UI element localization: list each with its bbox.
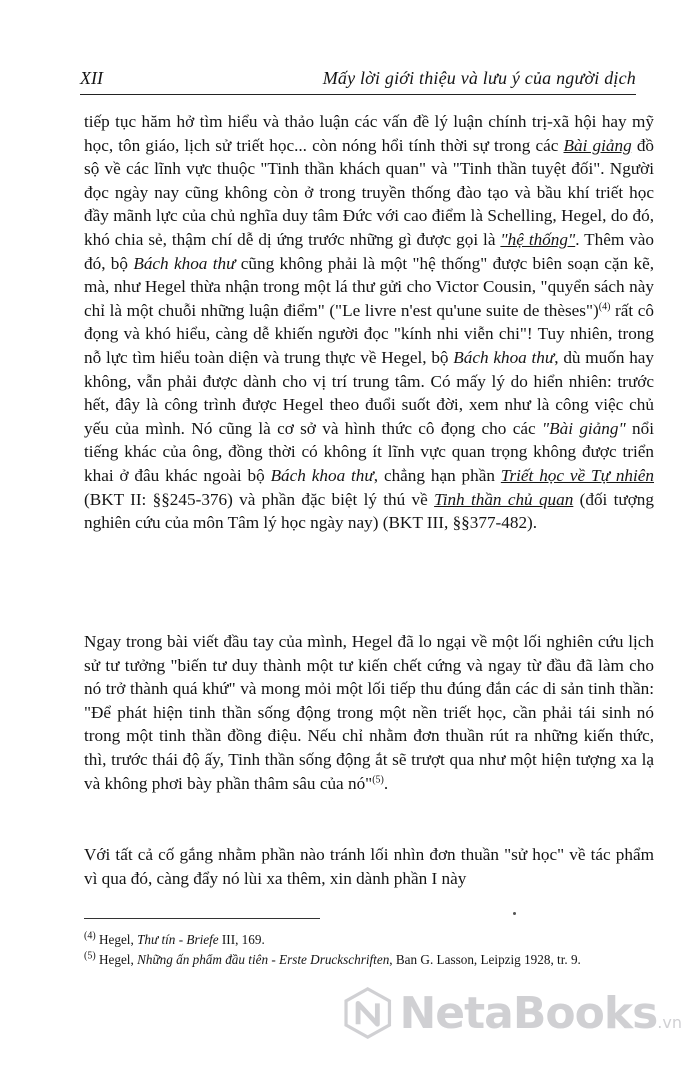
- italic-text: Những ấn phẩm đầu tiên - Erste Druckschriften: [137, 952, 390, 967]
- text-run: .: [383, 773, 389, 793]
- footnotes: [84, 930, 654, 970]
- italic-text: Thư tín - Briefe: [137, 932, 219, 947]
- text-run: . Thêm vào đó, bộ: [84, 229, 654, 273]
- netabooks-n-logo-icon: [342, 981, 393, 1045]
- italic-text: Bách khoa thư: [133, 253, 236, 273]
- page-number: XII: [80, 68, 103, 88]
- paragraph-text: [84, 630, 654, 795]
- footnote-marker: (5): [372, 773, 384, 785]
- text-run: cũng không phải là một "hệ thống" được biên soạn cặn kẽ, mà, như Hegel thừa nhận trong một lá thư gửi cho Victor Cousin, "quyển sách này chỉ là một chuỗi những luận điểm" ("Le livre n'est qu'une suite de thèses"): [84, 253, 654, 320]
- footnote-5: [84, 950, 654, 970]
- text-run: , dù muốn hay không, vẫn phải được dành cho vị trí trung tâm. Có mấy lý do hiển nhiên: trước hết, đây là công trình được Hegel theo đuổi suốt đời, xem như là công việc chủ yếu của mình. Nó cũng là cơ sở và hình thức cô đọng cho các: [84, 347, 655, 438]
- body-paragraph-2: [84, 630, 654, 795]
- text-run: Hegel,: [95, 932, 138, 947]
- footnote-4: [84, 930, 654, 950]
- body-paragraph-3: [84, 843, 654, 890]
- watermark: [342, 978, 682, 1048]
- paragraph-text: [84, 843, 654, 890]
- footnote-marker: (4): [598, 301, 611, 313]
- text-run: (đối tượng nghiên cứu của môn Tâm lý học ngày nay) (BKT III, §§377-482).: [84, 489, 654, 533]
- underlined-italic-text: Triết học về Tự nhiên: [500, 465, 655, 485]
- text-run: (BKT II: §§245-376) và phần đặc biệt lý thú về: [84, 489, 435, 509]
- text-run: Với tất cả cố gắng nhằm phần nào tránh lối nhìn đơn thuần "sử học" về tác phẩm vì qua đó, càng đẩy nó lùi xa thêm, xin dành phần I này: [84, 845, 654, 888]
- print-speck: [513, 912, 516, 915]
- italic-text: "Bài giảng": [541, 418, 626, 438]
- underlined-italic-text: "hệ thống": [500, 229, 576, 249]
- footnote-marker: (5): [84, 950, 96, 962]
- text-run: rất cô đọng và khó hiểu, càng dễ khiến người đọc "kính nhi viễn chi"! Tuy nhiên, trong nỗ lực tìm hiểu toàn diện và trung thực về Hegel, bộ: [84, 300, 654, 367]
- underlined-italic-text: Tinh thần chủ quan: [434, 489, 574, 509]
- text-run: đồ sộ về các lĩnh vực thuộc "Tinh thần khách quan" và "Tinh thần tuyệt đối". Người đọc ngày nay cũng không còn ở trong truyền thống đào tạo và bầu khí triết học đầy mãnh lực của chủ nghĩa duy tâm Đức với cao điểm là Schelling, Hegel, do đó, khó chia sẻ, thậm chí dễ dị ứng trước những gì được gọi là: [84, 135, 655, 249]
- text-run: Hegel,: [95, 952, 138, 967]
- italic-text: Bách khoa thư: [270, 465, 374, 485]
- text-run: nổi tiếng khác của ông, đồng thời có không ít lĩnh vực quan trọng không được triển khai ở đâu khác ngoài bộ: [84, 418, 654, 485]
- running-header: [80, 60, 636, 95]
- watermark-brand: NetaBooks.vn: [399, 987, 682, 1039]
- underlined-italic-text: Bài giảng: [563, 135, 632, 155]
- italic-text: Bách khoa thư: [453, 347, 555, 367]
- text-run: , chẳng hạn phần: [373, 465, 501, 485]
- text-run: , Ban G. Lasson, Leipzig 1928, tr. 9.: [389, 952, 581, 967]
- body-paragraph-1: [84, 110, 654, 535]
- running-title: Mấy lời giới thiệu và lưu ý của người dịch: [322, 68, 636, 88]
- paragraph-text: [84, 110, 654, 535]
- footnote-marker: (4): [84, 930, 96, 942]
- footnote-divider: [84, 918, 320, 919]
- text-run: Ngay trong bài viết đầu tay của mình, Hegel đã lo ngại về một lối nghiên cứu lịch sử tư tưởng "biến tư duy thành một tư kiến chết cứng và ngay từ đầu đã làm cho nó trở thành quá khứ" và mong mỏi một lối tiếp thu đúng đắn các di sản tinh thần: "Để phát hiện tinh thần sống động trong một nền triết học, cần phải tái sinh nó trong một tinh thần đồng điệu. Nếu chỉ nhằm đơn thuần rút ra những kiến thức, thì, trước thái độ ấy, Tinh thần sống động ắt sẽ trượt qua như một hiện tượng xa lạ và không phơi bày phần thâm sâu của nó": [84, 632, 654, 793]
- text-run: III, 169.: [218, 932, 265, 947]
- text-run: tiếp tục hăm hở tìm hiểu và thảo luận các vấn đề lý luận chính trị-xã hội hay mỹ học, tôn giáo, lịch sử triết học... còn nóng hổi tính thời sự trong các: [84, 112, 654, 155]
- watermark-suffix: .vn: [657, 1012, 682, 1032]
